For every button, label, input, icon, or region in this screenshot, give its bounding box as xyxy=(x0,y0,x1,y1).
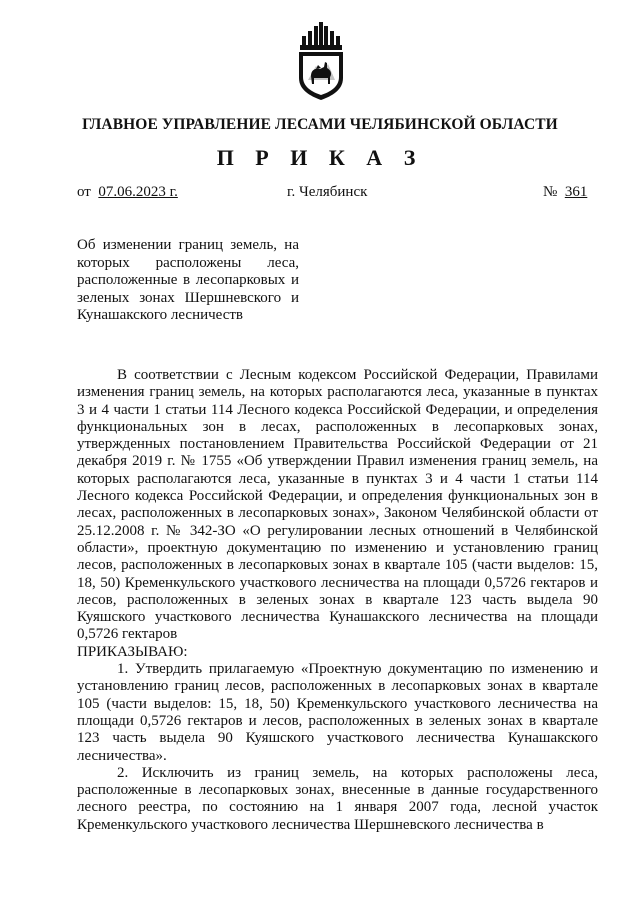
order-subject: Об изменении границ земель, на которых расположены леса, расположенные в лесопарковых и зеленых зонах Шершневского и Кунашакского лесничеств xyxy=(77,237,299,323)
order-date xyxy=(77,184,178,201)
order-item-2: 2. Исключить из границ земель, на которых расположены леса, расположенные в лесопарковых зонах, внесенные в данные государственного лесного реестра, по состоянию на 1 января 2007 года, лесной участок Кременкульского участкового лесничества Шершневского лесничества в xyxy=(77,764,598,833)
date-value: 07.06.2023 г. xyxy=(98,184,178,200)
order-body xyxy=(77,367,598,834)
number-value: 361 xyxy=(564,184,588,200)
document-type-title: П Р И К А З xyxy=(216,145,424,170)
date-prefix: от xyxy=(77,184,91,200)
coat-of-arms-icon xyxy=(296,22,346,100)
order-city: г. Челябинск xyxy=(287,184,368,200)
order-item-1: 1. Утвердить прилагаемую «Проектную документацию по изменению и установлению границ лесов, расположенных в лесопарковых зонах в квартале 105 (части выделов: 15, 18, 50) Кременкульского участкового лесничества на площади 0,5726 гектаров и лесов, расположенных в зеленых зонах в квартале 123 часть выдела 90 Куяшского участкового лесничества Кунашакского лесничества». xyxy=(77,661,598,764)
number-prefix: № xyxy=(543,184,558,200)
organization-name: ГЛАВНОЕ УПРАВЛЕНИЕ ЛЕСАМИ ЧЕЛЯБИНСКОЙ ОБЛАСТИ xyxy=(82,116,558,133)
preamble-paragraph: В соответствии с Лесным кодексом Российской Федерации, Правилами изменения границ земель, на которых располагаются леса, указанные в пунктах 3 и 4 части 1 статьи 114 Лесного кодекса Российской Федерации, и определения функциональных зон в лесах, расположенных в лесопарковых зонах, утвержденных постановлением Правительства Российской Федерации от 21 декабря 2019 г. № 1755 «Об утверждении Правил изменения границ земель, на которых располагаются леса, указанные в пунктах 3 и 4 части 1 статьи 114 Лесного кодекса Российской Федерации, и определения функциональных зон в лесах, расположенных в лесопарковых зонах», Законом Челябинской области от 25.12.2008 г. № 342-ЗО «О регулировании лесных отношений в Челябинской области», проектную документацию по изменению и установлению границ лесов, расположенных в лесопарковых зонах в квартале 105 (части выделов: 15, 18, 50) Кременкульского участкового лесничества на площади 0,5726 гектаров и лесов, расположенных в зеленых зонах в квартале 123 часть выдела 90 Куяшского участкового лесничества Кунашакского лесничества на площади 0,5726 гектаров xyxy=(77,367,598,643)
orders-heading: ПРИКАЗЫВАЮ: xyxy=(77,643,188,660)
order-number xyxy=(543,184,587,201)
